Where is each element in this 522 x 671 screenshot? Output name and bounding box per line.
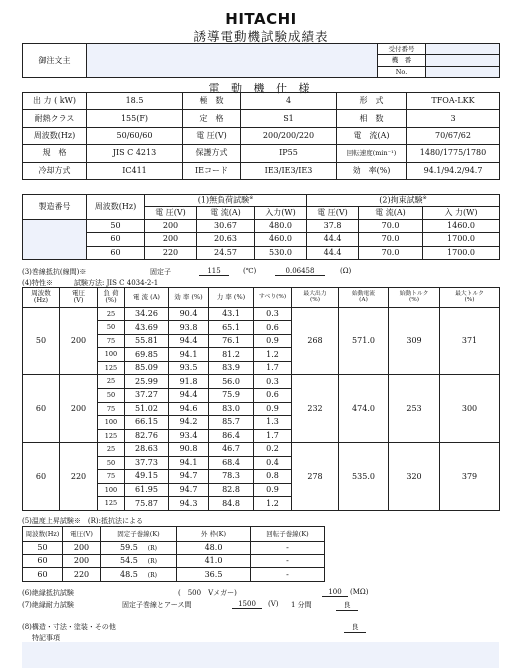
table-cell: 1.2: [254, 497, 292, 511]
table-cell: 30.67: [197, 219, 255, 232]
table-cell: 0.6: [254, 321, 292, 335]
group-max-out: 278: [292, 443, 339, 511]
table-row: [23, 555, 325, 568]
spec-value: 3: [407, 110, 500, 127]
method-mark: (R): [147, 544, 157, 552]
group-start-cur: 535.0: [339, 443, 389, 511]
table-cell: 0.6: [254, 388, 292, 402]
structure-row: [22, 622, 359, 632]
table-cell: 1.3: [254, 416, 292, 430]
spec-label: 出 力 ( kW): [23, 93, 87, 110]
table-cell: 100: [98, 348, 125, 362]
method-mark: (R): [147, 571, 157, 579]
char-col-header: 力 率 (%): [209, 288, 254, 308]
resistance-temp: 115: [199, 267, 229, 276]
temp-col-header: 外 枠(K): [177, 527, 251, 542]
table-cell: 220: [63, 568, 101, 582]
table-row: [23, 307, 500, 321]
insulation-megger: ( 500 Vメガー): [178, 589, 237, 597]
table-cell: 0.9: [254, 334, 292, 348]
group-start-torque: 309: [389, 307, 440, 375]
spec-heading: 電 動 機 仕 様: [208, 82, 314, 95]
table-row: [23, 233, 500, 246]
receipt-no-label: 受付番号: [378, 44, 426, 55]
table-cell: 43.1: [209, 307, 254, 321]
table-cell: 78.3: [209, 470, 254, 484]
table-cell: 75.87: [125, 497, 169, 511]
stator-rise-value: 48.5: [119, 569, 138, 579]
group-max-out: 268: [292, 307, 339, 375]
noload-col-header: 入 力(W): [423, 207, 500, 219]
table-cell: 91.8: [169, 375, 209, 389]
noload-table: [22, 194, 500, 260]
noload-col-header: 電 流(A): [197, 207, 255, 219]
remarks-label: 特記事項: [32, 634, 60, 642]
spec-label: 周波数(Hz): [23, 127, 87, 144]
table-cell: 70.0: [359, 219, 423, 232]
resistance-unit: (Ω): [340, 267, 352, 275]
model-no-label: 機 番: [378, 55, 426, 66]
table-cell: 75: [98, 402, 125, 416]
table-cell: 43.69: [125, 321, 169, 335]
order-table: [22, 43, 500, 78]
insulation-row: [22, 588, 369, 598]
table-cell: 41.0: [177, 555, 251, 568]
table-cell: 200: [145, 219, 197, 232]
table-cell: 200: [63, 541, 101, 554]
no-label: No.: [378, 66, 426, 77]
withstand-result: 良: [336, 600, 358, 611]
table-cell: 70.0: [359, 233, 423, 246]
stator-rise-cell: [101, 541, 177, 554]
table-row: [23, 219, 500, 232]
resistance-value: 0.06458: [275, 267, 325, 276]
table-cell: 65.1: [209, 321, 254, 335]
table-row: [23, 375, 500, 389]
char-col-header: 負 荷 (%): [98, 288, 125, 308]
table-cell: 94.3: [169, 497, 209, 511]
table-cell: 200: [63, 555, 101, 568]
table-cell: 480.0: [255, 219, 307, 232]
noload-col-header: 入力(W): [255, 207, 307, 219]
temp-col-header: 固定子巻線(K): [101, 527, 177, 542]
characteristics-table: [22, 287, 500, 511]
locked-test-label: (2)拘束試験※: [307, 195, 500, 207]
table-cell: 1.2: [254, 348, 292, 362]
table-cell: 94.2: [169, 416, 209, 430]
spec-value: 18.5: [87, 93, 183, 110]
withstand-duration: 1 分間: [291, 601, 312, 609]
table-cell: 1.7: [254, 429, 292, 443]
withstand-volt: 1500: [232, 600, 262, 609]
table-cell: 75: [98, 334, 125, 348]
spec-label: 回転速度(min⁻¹): [337, 145, 407, 162]
stator-rise-value: 54.5: [119, 556, 138, 566]
spec-value: 70/67/62: [407, 127, 500, 144]
table-cell: 44.4: [307, 233, 359, 246]
table-cell: 69.85: [125, 348, 169, 362]
group-volt: 200: [60, 307, 98, 375]
company-logo: HITACHI: [225, 10, 297, 28]
spec-row: [23, 162, 500, 179]
spec-label: 冷却方式: [23, 162, 87, 179]
no-value: [426, 66, 500, 77]
stator-rise-value: 59.5: [119, 542, 138, 552]
char-col-header: 周波数 (Hz): [23, 288, 60, 308]
table-cell: 93.4: [169, 429, 209, 443]
table-cell: 36.5: [177, 568, 251, 582]
group-start-cur: 571.0: [339, 307, 389, 375]
table-cell: 220: [145, 246, 197, 259]
char-col-header: すべり(%): [254, 288, 292, 308]
table-cell: 0.4: [254, 456, 292, 470]
table-cell: 25: [98, 443, 125, 457]
table-cell: 125: [98, 429, 125, 443]
table-cell: 94.4: [169, 388, 209, 402]
spec-value: IE3/IE3/IE3: [241, 162, 337, 179]
temp-rise-label: (5)温度上昇試験※ (R):抵抗法による: [22, 517, 144, 525]
spec-label: IEコード: [183, 162, 241, 179]
table-cell: 50: [98, 456, 125, 470]
spec-value: 94.1/94.2/94.7: [407, 162, 500, 179]
table-cell: 55.81: [125, 334, 169, 348]
insulation-unit: (MΩ): [350, 588, 369, 596]
table-cell: -: [251, 541, 325, 554]
spec-label: 極 数: [183, 93, 241, 110]
stator-rise-cell: [101, 568, 177, 582]
char-col-header: 始動電流 (A): [339, 288, 389, 308]
noload-col-header: 電 圧(V): [307, 207, 359, 219]
characteristics-label: (4)特性※: [22, 279, 53, 287]
temp-col-header: 回転子巻線(K): [251, 527, 325, 542]
spec-value: 50/60/60: [87, 127, 183, 144]
table-cell: 20.63: [197, 233, 255, 246]
table-cell: 82.76: [125, 429, 169, 443]
method-mark: (R): [147, 558, 157, 566]
table-cell: 60: [23, 555, 63, 568]
table-cell: 37.73: [125, 456, 169, 470]
noload-test-label: (1)無負荷試験※: [145, 195, 307, 207]
table-row: [23, 246, 500, 259]
customer-label: 御注文主: [23, 44, 87, 78]
table-cell: 75.9: [209, 388, 254, 402]
table-cell: 56.0: [209, 375, 254, 389]
table-cell: 0.9: [254, 483, 292, 497]
spec-value: 155(F): [87, 110, 183, 127]
char-col-header: 電圧 (V): [60, 288, 98, 308]
spec-value: IP55: [241, 145, 337, 162]
resistance-temp-unit: (℃): [243, 267, 257, 275]
spec-value: JIS C 4213: [87, 145, 183, 162]
table-cell: 50: [98, 321, 125, 335]
withstand-between: 固定子巻線とアース間: [122, 601, 192, 609]
table-cell: 83.9: [209, 361, 254, 375]
spec-value: 200/200/220: [241, 127, 337, 144]
table-cell: 100: [98, 483, 125, 497]
test-method: 試験方法: JIS C 4034-2-1: [74, 279, 159, 287]
stator-label: 固定子: [150, 268, 171, 276]
spec-label: 耐熱クラス: [23, 110, 87, 127]
table-cell: 82.8: [209, 483, 254, 497]
spec-label: 定 格: [183, 110, 241, 127]
table-cell: 76.1: [209, 334, 254, 348]
table-cell: 75: [98, 470, 125, 484]
group-max-torque: 379: [440, 443, 500, 511]
char-col-header: 最大出力 (%): [292, 288, 339, 308]
receipt-no-value: [426, 44, 500, 55]
table-cell: 460.0: [255, 233, 307, 246]
table-cell: 125: [98, 497, 125, 511]
table-cell: 44.4: [307, 246, 359, 259]
table-cell: 93.8: [169, 321, 209, 335]
table-cell: 48.0: [177, 541, 251, 554]
withstand-row: [22, 600, 351, 610]
table-cell: 1460.0: [423, 219, 500, 232]
table-cell: 0.2: [254, 443, 292, 457]
serial-label: 製造番号: [23, 195, 87, 220]
spec-row: [23, 110, 500, 127]
temp-col-header: 電圧(V): [63, 527, 101, 542]
withstand-label: (7)絶縁耐力試験: [22, 601, 74, 609]
table-cell: 94.1: [169, 456, 209, 470]
table-cell: 50: [87, 219, 145, 232]
table-cell: 0.8: [254, 470, 292, 484]
spec-label: 電 圧(V): [183, 127, 241, 144]
table-cell: 94.1: [169, 348, 209, 362]
table-cell: 61.95: [125, 483, 169, 497]
spec-label: 規 格: [23, 145, 87, 162]
table-cell: 70.0: [359, 246, 423, 259]
table-cell: 46.7: [209, 443, 254, 457]
table-cell: 0.3: [254, 307, 292, 321]
spec-label: 形 式: [337, 93, 407, 110]
customer-value: [87, 44, 378, 78]
table-cell: 60: [87, 233, 145, 246]
table-cell: 94.4: [169, 334, 209, 348]
table-row: [23, 443, 500, 457]
spec-value: 4: [241, 93, 337, 110]
table-cell: 50: [98, 388, 125, 402]
table-cell: 100: [98, 416, 125, 430]
table-cell: 1700.0: [423, 233, 500, 246]
table-cell: 34.26: [125, 307, 169, 321]
serial-value: [23, 219, 87, 259]
table-cell: 24.57: [197, 246, 255, 259]
table-cell: 49.15: [125, 470, 169, 484]
table-cell: 0.3: [254, 375, 292, 389]
table-cell: 86.4: [209, 429, 254, 443]
table-cell: 85.09: [125, 361, 169, 375]
table-cell: 90.4: [169, 307, 209, 321]
noload-col-header: 電 圧(V): [145, 207, 197, 219]
table-cell: 94.7: [169, 483, 209, 497]
table-cell: 90.8: [169, 443, 209, 457]
group-volt: 220: [60, 443, 98, 511]
table-cell: 51.02: [125, 402, 169, 416]
spec-row: [23, 145, 500, 162]
table-cell: 25: [98, 375, 125, 389]
group-freq: 50: [23, 307, 60, 375]
spec-label: 保護方式: [183, 145, 241, 162]
table-cell: 94.7: [169, 470, 209, 484]
table-cell: 1700.0: [423, 246, 500, 259]
table-cell: 68.4: [209, 456, 254, 470]
table-cell: 60: [23, 568, 63, 582]
insulation-label: (6)絶縁抵抗試験: [22, 589, 74, 597]
table-row: [23, 568, 325, 582]
table-cell: 81.2: [209, 348, 254, 362]
table-cell: 25: [98, 307, 125, 321]
group-volt: 200: [60, 375, 98, 443]
group-freq: 60: [23, 443, 60, 511]
freq-label: 周波数(Hz): [87, 195, 145, 220]
spec-row: [23, 127, 500, 144]
model-no-value: [426, 55, 500, 66]
table-cell: 85.7: [209, 416, 254, 430]
table-cell: 50: [23, 541, 63, 554]
table-cell: 1.7: [254, 361, 292, 375]
table-cell: -: [251, 568, 325, 582]
spec-label: 電 流(A): [337, 127, 407, 144]
char-col-header: 最大トルク (%): [440, 288, 500, 308]
group-start-torque: 320: [389, 443, 440, 511]
temp-rise-table: [22, 526, 325, 582]
table-cell: 93.5: [169, 361, 209, 375]
table-cell: 37.27: [125, 388, 169, 402]
table-cell: 25.99: [125, 375, 169, 389]
temp-col-header: 周波数(Hz): [23, 527, 63, 542]
insulation-value: 100: [322, 588, 348, 597]
table-cell: 60: [87, 246, 145, 259]
group-freq: 60: [23, 375, 60, 443]
table-cell: 37.8: [307, 219, 359, 232]
resistance-row: [22, 267, 352, 277]
table-cell: -: [251, 555, 325, 568]
spec-label: 効 率(%): [337, 162, 407, 179]
table-cell: 125: [98, 361, 125, 375]
char-col-header: 効 率 (%): [169, 288, 209, 308]
table-cell: 66.15: [125, 416, 169, 430]
spec-table: [22, 92, 500, 180]
group-start-torque: 253: [389, 375, 440, 443]
group-max-out: 232: [292, 375, 339, 443]
table-cell: 28.63: [125, 443, 169, 457]
resistance-label: (3)巻線抵抗(線間)※: [22, 268, 87, 276]
withstand-volt-unit: (V): [268, 600, 279, 608]
char-col-header: 始動トルク (%): [389, 288, 440, 308]
spec-value: TFOA-LKK: [407, 93, 500, 110]
spec-row: [23, 93, 500, 110]
group-max-torque: 371: [440, 307, 500, 375]
table-row: [23, 541, 325, 554]
table-cell: 200: [145, 233, 197, 246]
noload-col-header: 電 流(A): [359, 207, 423, 219]
table-cell: 84.8: [209, 497, 254, 511]
group-start-cur: 474.0: [339, 375, 389, 443]
spec-value: 1480/1775/1780: [407, 145, 500, 162]
remarks-area: [22, 642, 499, 668]
spec-value: S1: [241, 110, 337, 127]
spec-label: 相 数: [337, 110, 407, 127]
table-cell: 0.9: [254, 402, 292, 416]
spec-value: IC411: [87, 162, 183, 179]
table-cell: 83.0: [209, 402, 254, 416]
table-cell: 530.0: [255, 246, 307, 259]
char-col-header: 電 流 (A): [125, 288, 169, 308]
structure-label: (8)構造・寸法・塗装・その他: [22, 623, 116, 631]
table-cell: 94.6: [169, 402, 209, 416]
structure-result: 良: [344, 622, 366, 633]
group-max-torque: 300: [440, 375, 500, 443]
document-title: 誘導電動機試験成績表: [193, 29, 329, 44]
stator-rise-cell: [101, 555, 177, 568]
